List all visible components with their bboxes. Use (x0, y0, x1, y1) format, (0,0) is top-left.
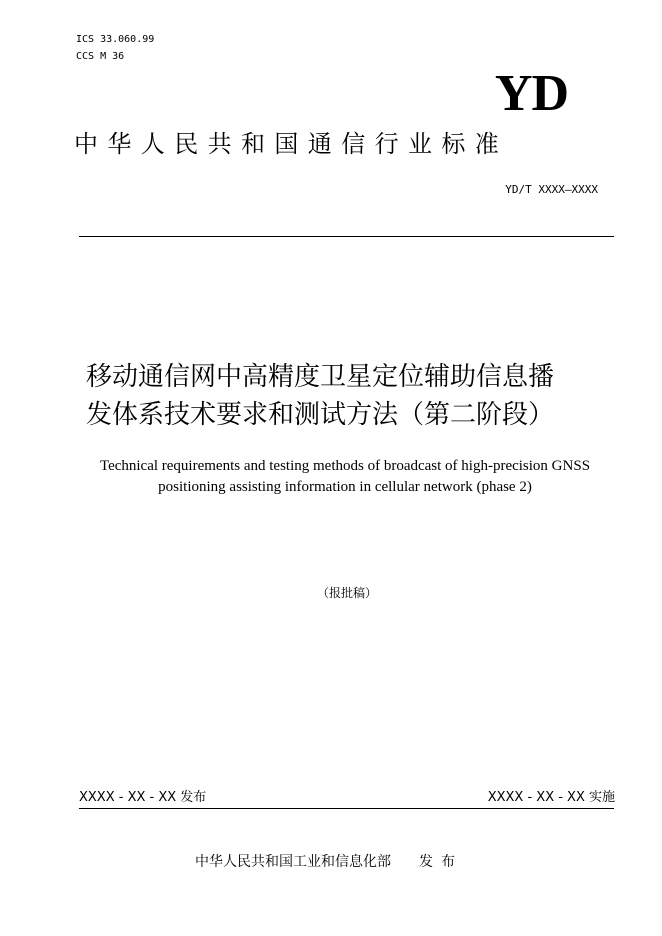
issue-date: XXXX - XX - XX 发布 (79, 790, 207, 805)
issuer-name: 中华人民共和国工业和信息化部 (195, 854, 391, 870)
ccs-code: CCS M 36 (76, 51, 125, 62)
draft-status: （报批稿） (316, 586, 377, 600)
issuer-action: 发布 (419, 854, 463, 870)
ics-code: ICS 33.060.99 (76, 34, 155, 45)
chinese-title-line-2: 发体系技术要求和测试方法（第二阶段） (86, 400, 555, 430)
issuer-line (195, 852, 463, 872)
standard-category: 中华人民共和国通信行业标准 (74, 130, 509, 158)
chinese-title-line-1: 移动通信网中高精度卫星定位辅助信息播 (86, 362, 555, 392)
chinese-title (86, 358, 626, 434)
footer-divider (79, 808, 614, 809)
english-title (60, 456, 630, 498)
english-title-line-2: positioning assisting information in cellular network (phase 2) (158, 479, 532, 495)
english-title-line-1: Technical requirements and testing methods of broadcast of high-precision GNSS (99, 458, 591, 474)
implementation-date: XXXX - XX - XX 实施 (487, 790, 615, 805)
header-divider (79, 236, 614, 237)
yd-logo: YD (494, 65, 568, 122)
standard-number: YD/T XXXX—XXXX (505, 183, 598, 196)
